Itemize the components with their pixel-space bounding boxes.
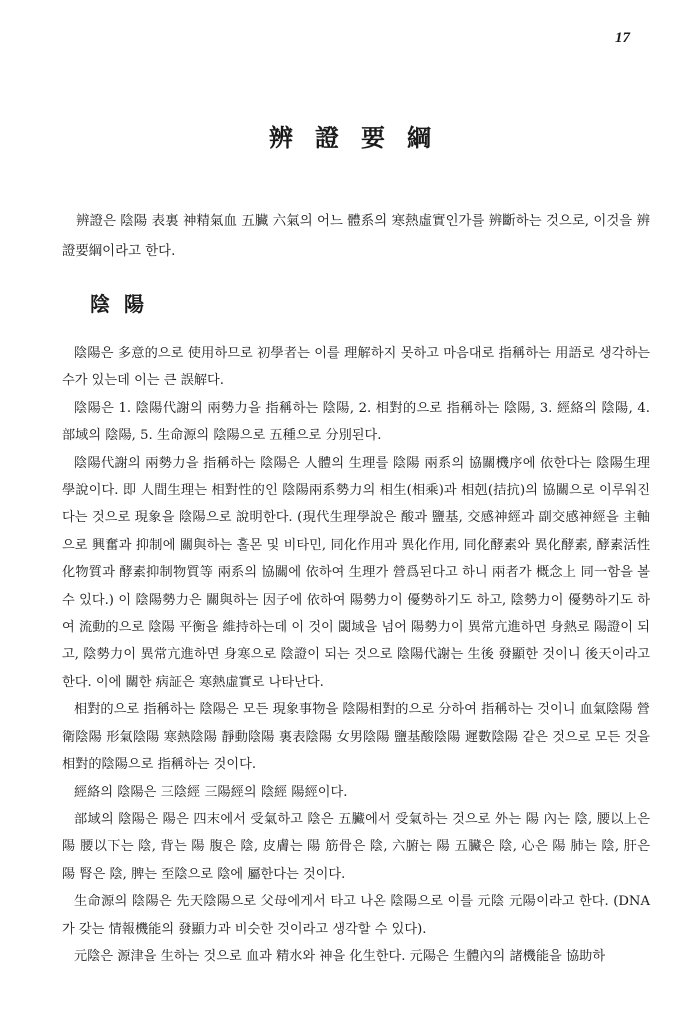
paragraph-3: 陰陽代謝의 兩勢力을 指稱하는 陰陽은 人體의 生理를 陰陽 兩系의 協關機序에 依한다는 陰陽生理學說이다. 即 人間生理는 相對性的인 陰陽兩系勢力의 相生(相乘)과 相剋(拮抗)의 協關으로 이루워진다는 것으로 現象을 陰陽으로 說明한다. (現代生理學說은 酸과 鹽基, 交感神經과 副交感神經을 主軸으로 興奮과 抑制에 關與하는 홀몬 및 비타민, 同化作用과 異化作用, 同化酵素와 異化酵素, 酵素活性化物質과 酵素抑制物質等 兩系의 協關에 依하여 生理가 營爲된다고 하니 兩者가 概念上 同一함을 볼 수 있다.) 이 陰陽勢力은 關與하는 因子에 依하여 陽勢力이 優勢하기도 하고, 陰勢力이 優勢하기도 하여 流動的으로 陰陽 平衡을 維持하는데 이 것이 閾域을 넘어 陽勢力이 異常亢進하면 身熱로 陽證이 되고, 陰勢力이 異常亢進하면 身寒으로 陰證이 되는 것으로 陰陽代謝는 生後 發顯한 것이니 後天이라고 한다. 이에 關한 病証은 寒熱虛實로 나타난다. (62, 455, 650, 690)
paragraph-7: 生命源의 陰陽은 先天陰陽으로 父母에게서 타고 나온 陰陽으로 이를 元陰 元陽이라고 한다. (DNA가 갖는 情報機能의 發顯力과 비슷한 것이라고 생각할 수 있다). (62, 894, 650, 937)
paragraph-2: 陰陽은 1. 陰陽代謝의 兩勢力을 指稱하는 陰陽, 2. 相對的으로 指稱하는 陰陽, 3. 經絡의 陰陽, 4. 部域의 陰陽, 5. 生命源의 陰陽으로 五種으로 分別된다. (62, 400, 650, 444)
paragraph-1: 陰陽은 多意的으로 使用하므로 初學者는 이를 理解하지 못하고 마음대로 指稱하는 用語로 생각하는 수가 있는데 이는 큰 誤解다. (62, 346, 650, 389)
section-heading: 陰陽 (90, 292, 158, 316)
paragraph-5: 經絡의 陰陽은 三陰經 三陽經의 陰經 陽經이다. (74, 784, 348, 800)
paragraph-8: 元陰은 源津을 生하는 것으로 血과 精水와 神을 化生한다. 元陽은 生體內의 諸機能을 協助하 (74, 948, 606, 964)
body-text (62, 340, 650, 970)
paragraph-6: 部域의 陰陽은 陽은 四末에서 受氣하고 陰은 五臟에서 受氣하는 것으로 外는 陽 內는 陰, 腰以上은 陽 腰以下는 陰, 背는 陽 腹은 陰, 皮膚는 陽 筋骨은 陰, 六腑는 陽 五臟은 陰, 心은 陽 肺는 陰, 肝은 陽 腎은 陰, 脾는 至陰으로 陰에 屬한다는 것이다. (62, 811, 650, 882)
intro-paragraph: 辨證은 陰陽 表裏 神精氣血 五臟 六氣의 어느 體系의 寒熱虛實인가를 辨斷하는 것으로, 이것을 辨證要綱이라고 한다. (62, 214, 650, 259)
chapter-title: 辨證要綱 (269, 123, 453, 152)
paragraph-4: 相對的으로 指稱하는 陰陽은 모든 現象事物을 陰陽相對的으로 分하여 指稱하는 것이니 血氣陰陽 營衛陰陽 形氣陰陽 寒熱陰陽 靜動陰陽 裏表陰陽 女男陰陽 鹽基酸陰陽 遲數陰陽 같은 것으로 모든 것을 相對的陰陽으로 指稱하는 것이다. (62, 702, 650, 773)
page-number: 17 (615, 30, 630, 46)
